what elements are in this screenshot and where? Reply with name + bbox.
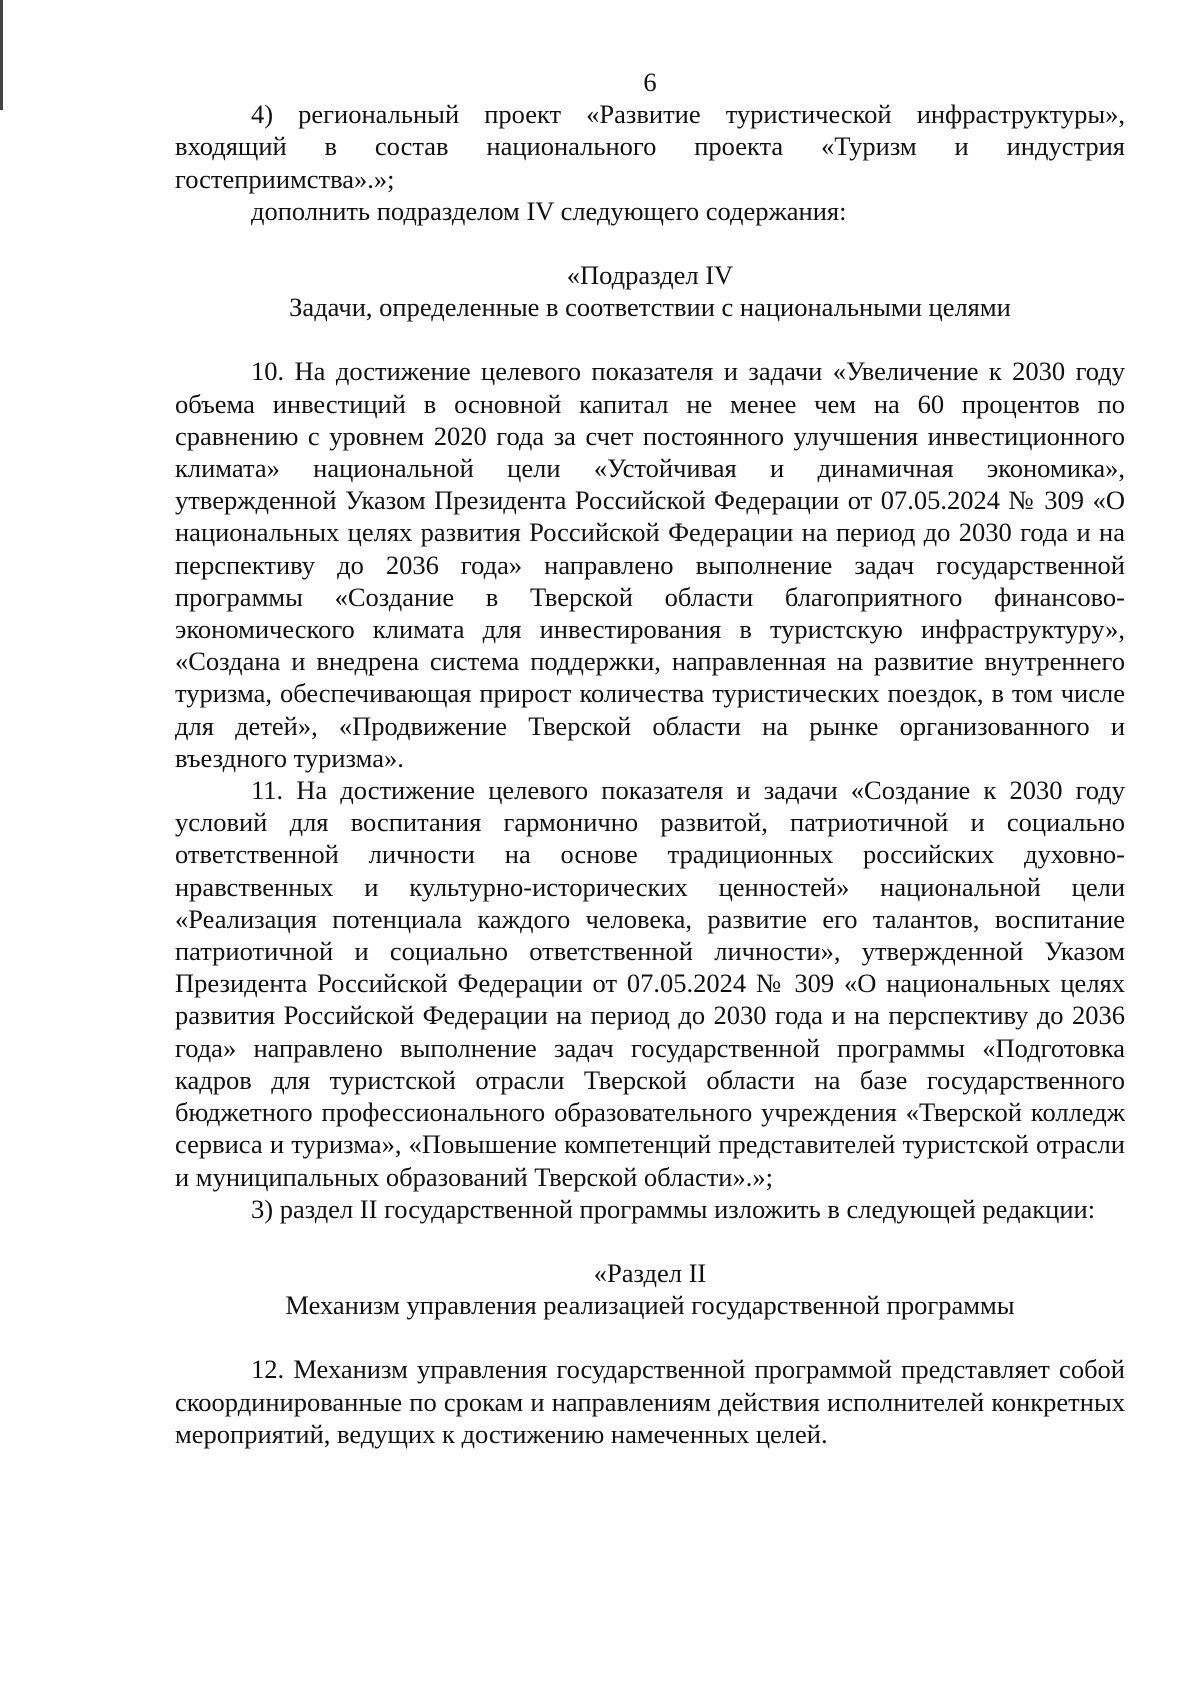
paragraph-section-ii-intro: 3) раздел II государственной программы изложить в следующей редакции: <box>251 1193 1096 1224</box>
spacer <box>175 323 1125 355</box>
subsection-heading-label: «Подраздел IV <box>566 260 734 291</box>
paragraph-regional-project: 4) региональный проект «Развитие туристической инфраструктуры», входящий в состав национального проекта «Туризм и индустрия гостеприимства».»; <box>175 99 1125 194</box>
spacer <box>175 1225 1125 1257</box>
scan-edge-mark <box>0 0 3 110</box>
document-body <box>175 66 1125 1450</box>
section-heading-title: Механизм управления реализацией государственной программы <box>285 1290 1015 1321</box>
paragraph-item-10: 10. На достижение целевого показателя и задачи «Увеличение к 2030 году объема инвестиций в основной капитал не менее чем на 60 процентов по сравнению с уровнем 2020 года за счет постоянного улучшения инвестиционного климата» национальной цели «Устойчивая и динамичная экономика», утвержденной Указом Президента Российской Федерации от 07.05.2024 № 309 «О национальных целях развития Российской Федерации на период до 2030 года и на перспективу до 2036 года» направлено выполнение задач государственной программы «Создание в Тверской области благоприятного финансово-экономического климата для инвестирования в туристскую инфраструктуру», «Создана и внедрена система поддержки, направленная на развитие внутреннего туризма, обеспечивающая прирост количества туристических поездок, в том числе для детей», «Продвижение Тверской области на рынке организованного и въездного туризма». <box>175 356 1125 773</box>
paragraph-item-12: 12. Механизм управления государственной программой представляет собой скоординированные по срокам и направлениям действия исполнителей конкретных мероприятий, ведущих к достижению намеченных целей. <box>175 1354 1125 1449</box>
subsection-heading-title: Задачи, определенные в соответствии с национальными целями <box>289 292 1011 323</box>
page-number: 6 <box>643 67 657 97</box>
paragraph-item-11: 11. На достижение целевого показателя и задачи «Создание к 2030 году условий для воспитания гармонично развитой, патриотичной и социально ответственной личности на основе традиционных российских духовно-нравственных и культурно-исторических ценностей» национальной цели «Реализация потенциала каждого человека, развитие его талантов, воспитание патриотичной и социально ответственной личности», утвержденной Указом Президента Российской Федерации от 07.05.2024 № 309 «О национальных целях развития Российской Федерации на период до 2030 года и на перспективу до 2036 года» направлено выполнение задач государственной программы «Подготовка кадров для туристской отрасли Тверской области на базе государственного бюджетного профессионального образовательного учреждения «Тверской колледж сервиса и туризма», «Повышение компетенций представителей туристской отрасли и муниципальных образований Тверской области».»; <box>175 775 1125 1192</box>
section-heading-label: «Раздел II <box>593 1257 707 1288</box>
paragraph-add-subsection: дополнить подразделом IV следующего содержания: <box>251 195 847 226</box>
spacer <box>175 1321 1125 1353</box>
spacer <box>175 227 1125 259</box>
